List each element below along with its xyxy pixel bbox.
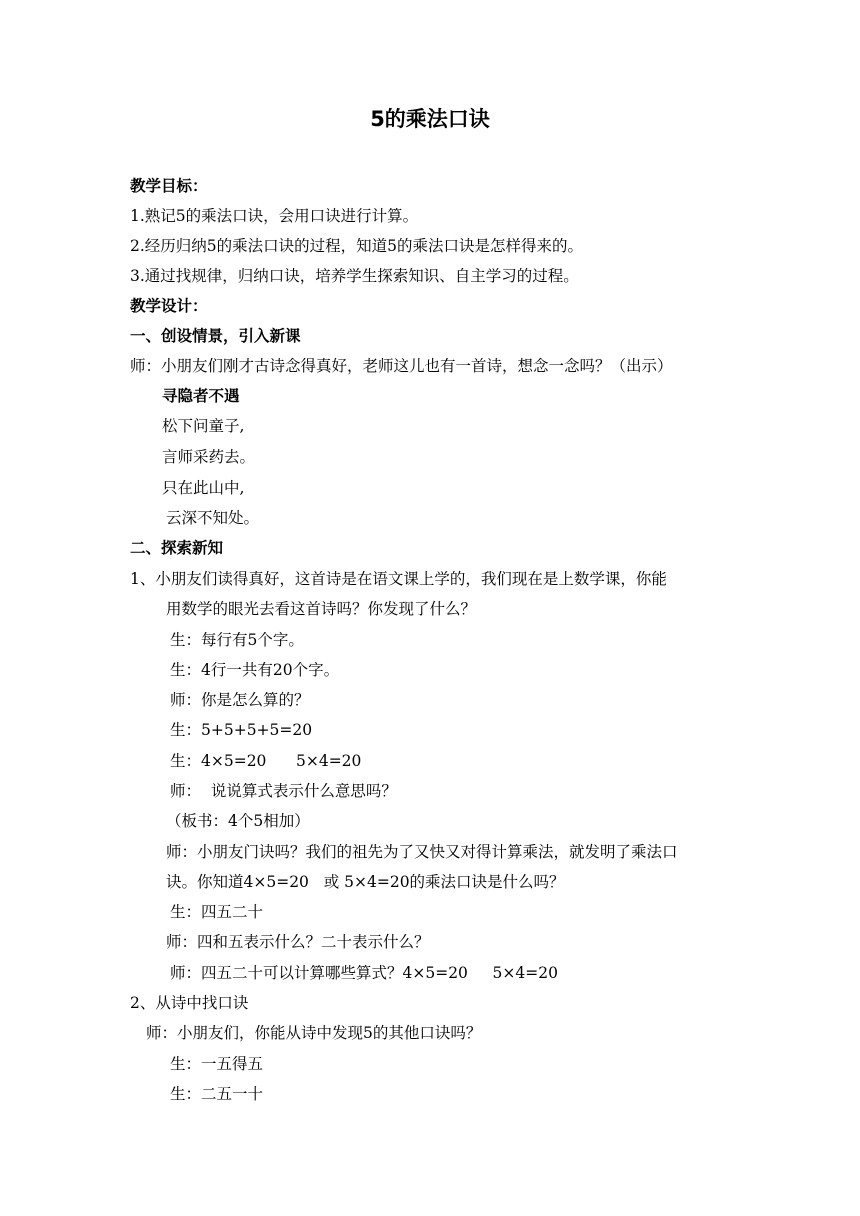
text-line: 3.通过找规律，归纳口诀，培养学生探索知识、自主学习的过程。 — [130, 267, 579, 285]
text-line: 1.熟记5的乘法口诀，会用口诀进行计算。 — [130, 207, 419, 225]
text-line: 用数学的眼光去看这首诗吗？你发现了什么？ — [166, 600, 477, 618]
text-line: 师：你是怎么算的？ — [170, 691, 310, 709]
text-line: 1、小朋友们读得真好，这首诗是在语文课上学的，我们现在是上数学课，你能 — [130, 570, 667, 588]
text-line: 诀。你知道4×5=20 或 5×4=20的乘法口诀是什么吗？ — [166, 873, 565, 891]
text-line: 生：一五得五 — [170, 1055, 264, 1073]
text-line: 生：4×5=20 5×4=20 — [170, 752, 362, 770]
text-line: 师： 说说算式表示什么意思吗？ — [170, 782, 397, 800]
text-line: 师：小朋友门诀吗？我们的祖先为了又快又对得计算乘法，就发明了乘法口 — [166, 843, 678, 861]
section-heading: 二、探索新知 — [130, 539, 224, 557]
text-line: 生：每行有5个字。 — [170, 631, 304, 649]
text-line: 生：4行一共有20个字。 — [170, 661, 340, 679]
text-line: 云深不知处。 — [166, 509, 260, 527]
section-heading: 一、创设情景，引入新课 — [130, 327, 301, 345]
text-line: 师：四五二十可以计算哪些算式？4×5=20 5×4=20 — [170, 964, 558, 982]
text-line: 生：5+5+5+5=20 — [170, 721, 313, 739]
text-line: 生：二五一十 — [170, 1085, 264, 1103]
text-line: 2、从诗中找口诀 — [130, 994, 249, 1012]
section-heading: 寻隐者不遇 — [162, 387, 240, 405]
section-heading: 教学目标： — [130, 177, 208, 195]
text-line: 松下问童子, — [162, 417, 245, 435]
text-line: 生：四五二十 — [170, 903, 264, 921]
text-line: 2.经历归纳5的乘法口诀的过程，知道5的乘法口诀是怎样得来的。 — [130, 237, 584, 255]
document-title: 5的乘法口诀 — [370, 107, 490, 131]
text-line: 言师采药去。 — [162, 448, 256, 466]
text-line: 师：小朋友们刚才古诗念得真好，老师这儿也有一首诗，想念一念吗？（出示） — [130, 357, 673, 375]
section-heading: 教学设计： — [130, 297, 208, 315]
text-line: 师：四和五表示什么？二十表示什么？ — [166, 933, 430, 951]
text-line: 只在此山中, — [162, 479, 245, 497]
text-line: （板书：4个5相加） — [166, 812, 310, 830]
text-line: 师：小朋友们，你能从诗中发现5的其他口诀吗？ — [146, 1024, 482, 1042]
